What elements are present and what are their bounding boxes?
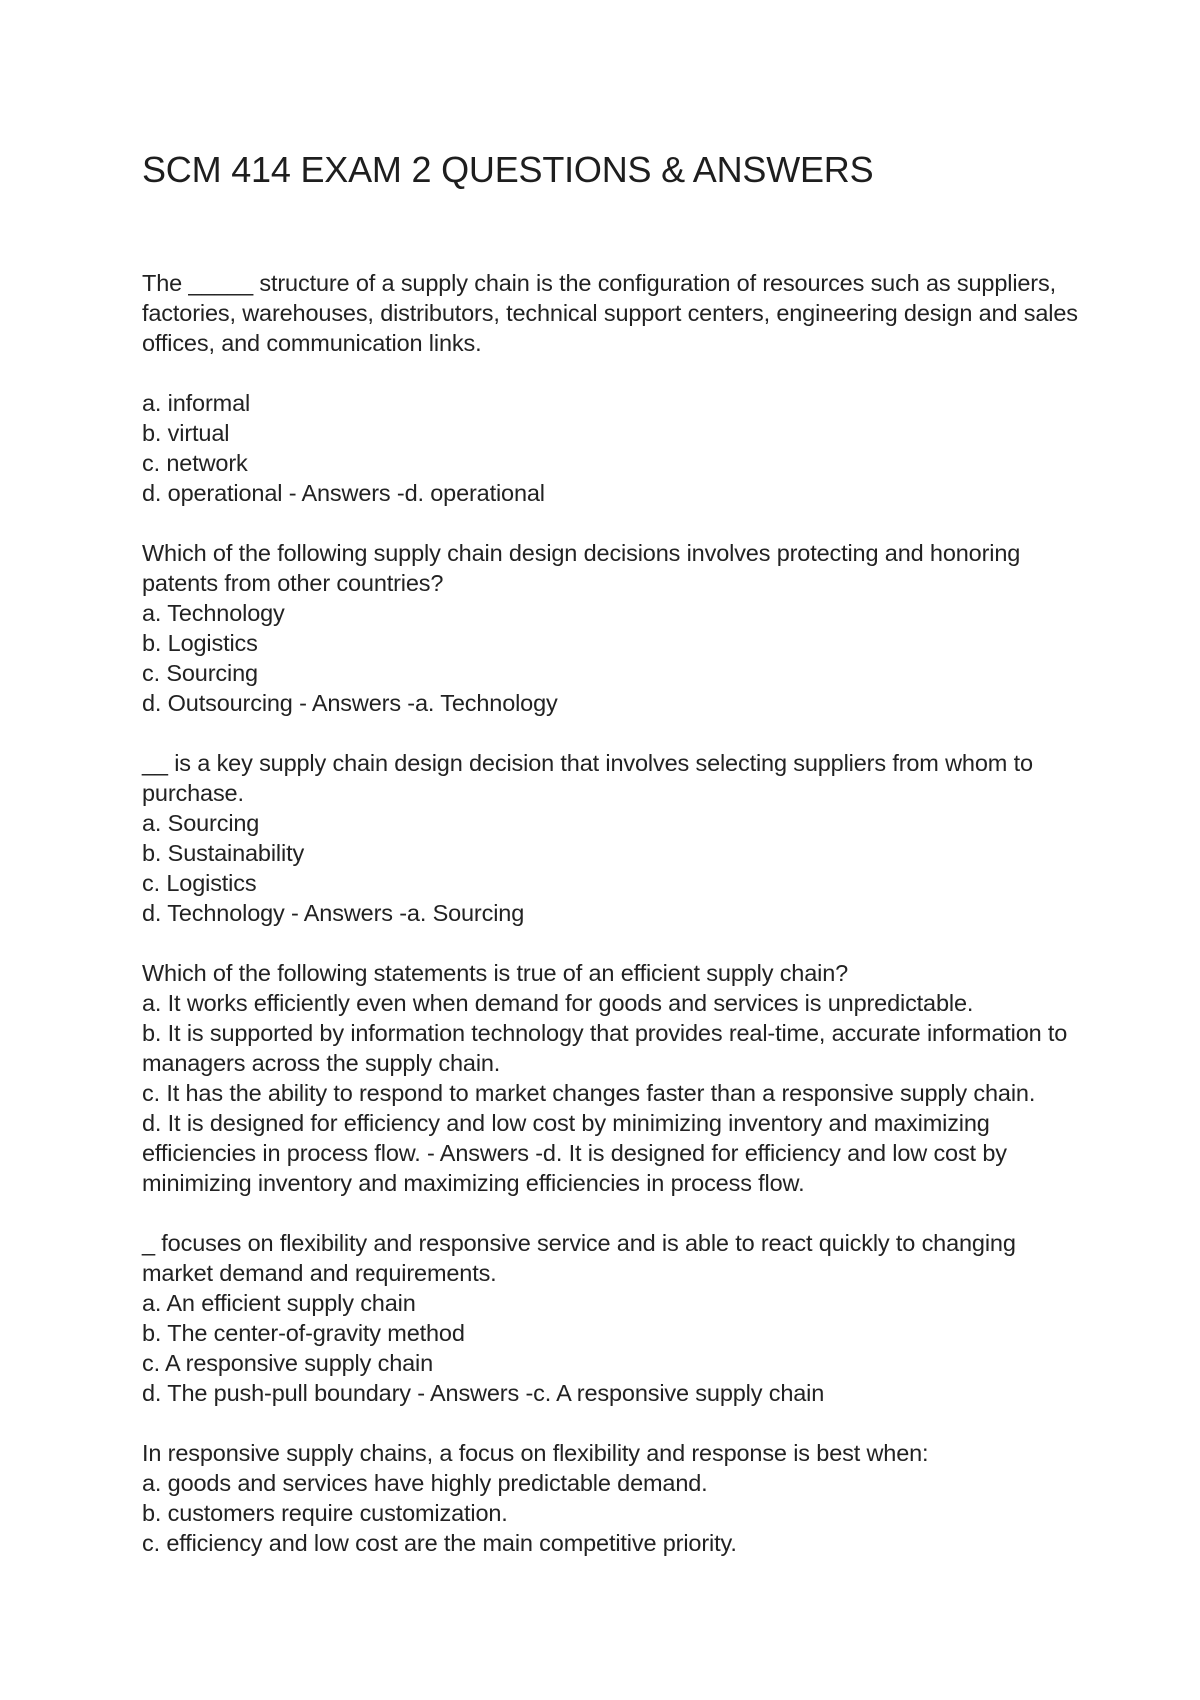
answer-option: a. Technology bbox=[142, 600, 285, 626]
answer-option: a. An efficient supply chain bbox=[142, 1290, 416, 1316]
answer-option: d. The push-pull boundary - Answers -c. A responsive supply chain bbox=[142, 1380, 825, 1406]
page-title: SCM 414 EXAM 2 QUESTIONS & ANSWERS bbox=[142, 149, 874, 190]
question-text: _ focuses on flexibility and responsive service and is able to react quickly to changing market demand and requirements. bbox=[142, 1230, 1016, 1286]
answer-option: d. Outsourcing - Answers -a. Technology bbox=[142, 690, 558, 716]
answer-option: d. operational - Answers -d. operational bbox=[142, 480, 545, 506]
answer-option: a. It works efficiently even when demand for goods and services is unpredictable. bbox=[142, 990, 974, 1016]
question-text: The _____ structure of a supply chain is the configuration of resources such as suppliers, factories, warehouses, distributors, technical support centers, engineering design and sales offices, and communication links. bbox=[142, 270, 1078, 356]
answer-option: c. efficiency and low cost are the main competitive priority. bbox=[142, 1530, 737, 1556]
answer-option: b. The center-of-gravity method bbox=[142, 1320, 465, 1346]
answer-option: d. It is designed for efficiency and low cost by minimizing inventory and maximizing efficiencies in process flow. - Answers -d. It is designed for efficiency and low cost by minimizing inventory and maximizing efficiencies in process flow. bbox=[142, 1110, 1007, 1196]
question-block-6 bbox=[142, 1438, 1082, 1558]
question-block-2 bbox=[142, 538, 1082, 718]
answer-option: a. goods and services have highly predictable demand. bbox=[142, 1470, 708, 1496]
answer-option: c. Logistics bbox=[142, 870, 257, 896]
answer-option: b. virtual bbox=[142, 420, 230, 446]
question-block-3 bbox=[142, 748, 1082, 928]
answer-option: b. It is supported by information technology that provides real-time, accurate information to managers across the supply chain. bbox=[142, 1020, 1068, 1076]
answer-option: a. Sourcing bbox=[142, 810, 260, 836]
question-block-5 bbox=[142, 1228, 1082, 1408]
question-text: Which of the following supply chain design decisions involves protecting and honoring patents from other countries? bbox=[142, 540, 1021, 596]
answer-option: b. customers require customization. bbox=[142, 1500, 508, 1526]
answer-option: c. A responsive supply chain bbox=[142, 1350, 434, 1376]
answer-option: a. informal bbox=[142, 390, 251, 416]
question-text: In responsive supply chains, a focus on flexibility and response is best when: bbox=[142, 1440, 929, 1466]
answer-option: c. Sourcing bbox=[142, 660, 258, 686]
answer-option: c. network bbox=[142, 450, 248, 476]
answer-option: b. Sustainability bbox=[142, 840, 305, 866]
document-page bbox=[142, 150, 1082, 1588]
answer-option: b. Logistics bbox=[142, 630, 258, 656]
question-text: Which of the following statements is true of an efficient supply chain? bbox=[142, 960, 849, 986]
question-block-4 bbox=[142, 958, 1082, 1198]
question-block-1 bbox=[142, 268, 1082, 508]
answer-option: c. It has the ability to respond to market changes faster than a responsive supply chain. bbox=[142, 1080, 1036, 1106]
answer-option: d. Technology - Answers -a. Sourcing bbox=[142, 900, 525, 926]
question-text: __ is a key supply chain design decision that involves selecting suppliers from whom to purchase. bbox=[142, 750, 1033, 806]
